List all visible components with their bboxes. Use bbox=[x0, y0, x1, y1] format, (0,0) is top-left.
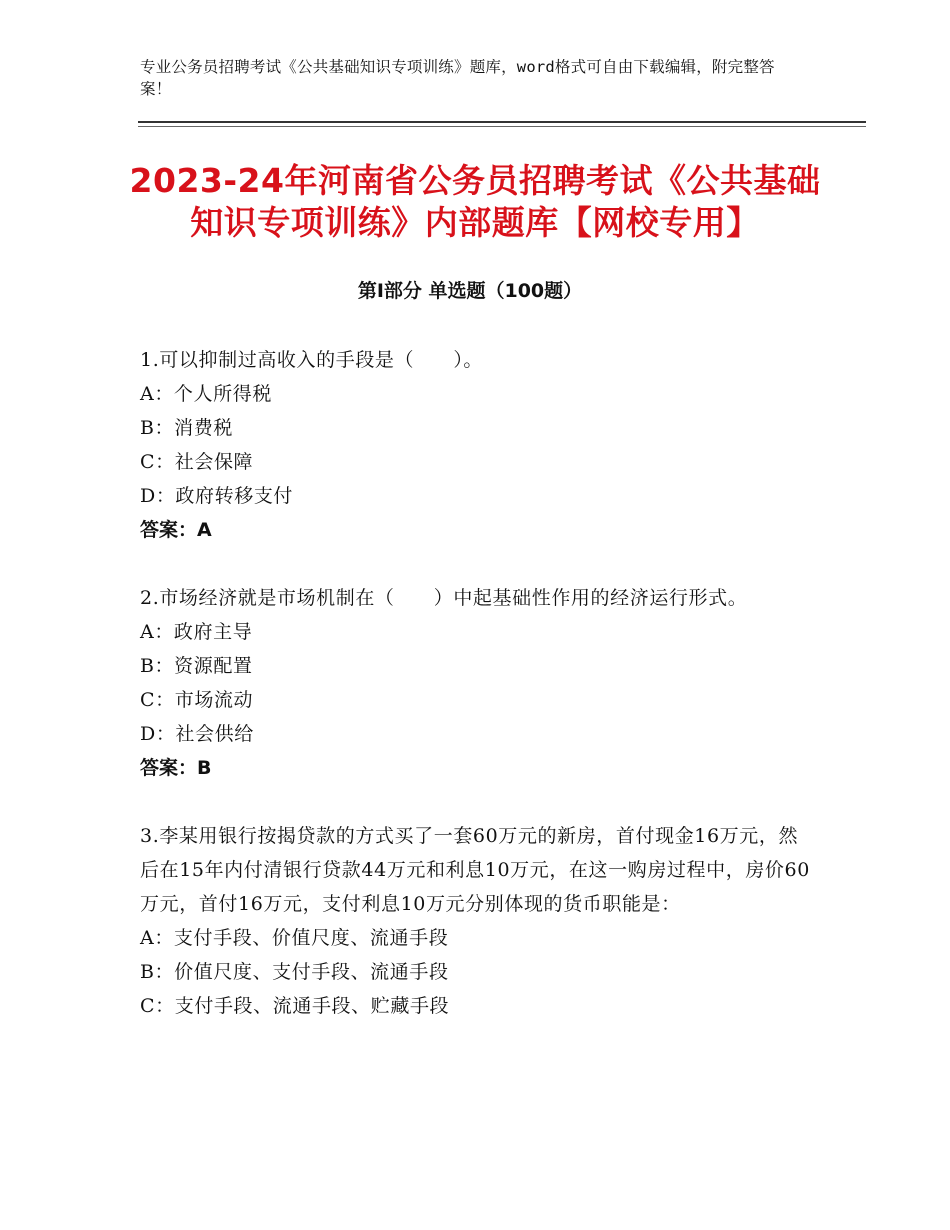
header-rule-thick bbox=[138, 121, 866, 123]
option-c: C：社会保障 bbox=[140, 451, 254, 473]
answer: 答案：B bbox=[140, 757, 212, 779]
option-b: B：资源配置 bbox=[140, 655, 253, 677]
document-title: 2023-24年河南省公务员招聘考试《公共基础知识专项训练》内部题库【网校专用】 bbox=[129, 161, 821, 242]
question-stem: 3.李某用银行按揭贷款的方式买了一套60万元的新房，首付现金16万元，然后在15年内付清银行贷款44万元和利息10万元，在这一购房过程中，房价60万元，首付16万元，支付利息10万元分别体现的货币职能是： bbox=[140, 825, 810, 915]
option-d: D：社会供给 bbox=[140, 723, 254, 745]
option-a: A：支付手段、价值尺度、流通手段 bbox=[140, 927, 449, 949]
question-list bbox=[140, 343, 810, 1057]
header-note: 专业公务员招聘考试《公共基础知识专项训练》题库，word格式可自由下载编辑，附完整答案！ bbox=[140, 58, 775, 98]
option-b: B：价值尺度、支付手段、流通手段 bbox=[140, 961, 449, 983]
option-c: C：市场流动 bbox=[140, 689, 254, 711]
question-1 bbox=[140, 343, 810, 547]
option-b: B：消费税 bbox=[140, 417, 233, 439]
question-3 bbox=[140, 819, 810, 1023]
option-d: D：政府转移支付 bbox=[140, 485, 294, 507]
answer: 答案：A bbox=[140, 519, 212, 541]
section-heading: 第Ⅰ部分 单选题（100题） bbox=[357, 280, 583, 302]
option-c: C：支付手段、流通手段、贮藏手段 bbox=[140, 995, 450, 1017]
option-a: A：个人所得税 bbox=[140, 383, 272, 405]
question-stem: 2.市场经济就是市场机制在（ ）中起基础性作用的经济运行形式。 bbox=[140, 587, 748, 609]
header-rule-thin bbox=[138, 126, 866, 127]
question-stem: 1.可以抑制过高收入的手段是（ ）。 bbox=[140, 349, 484, 371]
question-2 bbox=[140, 581, 810, 785]
option-a: A：政府主导 bbox=[140, 621, 253, 643]
